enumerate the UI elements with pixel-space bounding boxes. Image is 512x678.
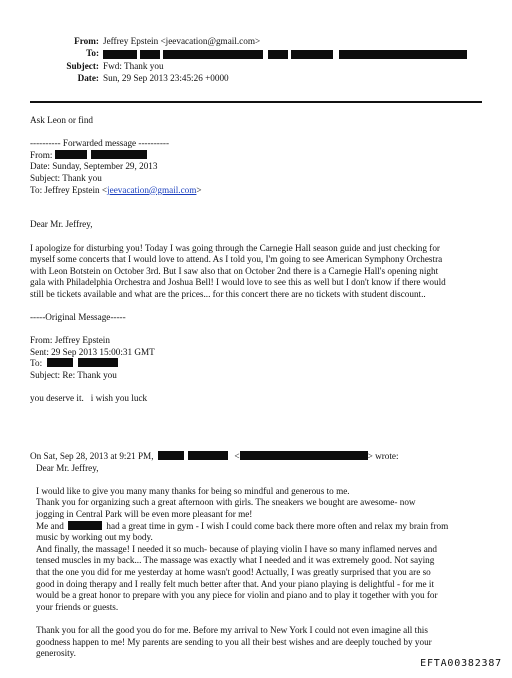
forwarded-separator: ---------- Forwarded message ---------- <box>30 138 170 149</box>
header-from-row <box>34 36 494 48</box>
quote-line: Thank you for all the good you do for me. Before my arrival to New York I could not even imagine all this <box>36 624 428 635</box>
redaction-block <box>78 358 118 367</box>
redaction-block <box>240 451 368 460</box>
letter-greeting: Dear Mr. Jeffrey, <box>30 219 93 230</box>
quote-line: I would like to give you many many thanks for being so mindful and generous to me. <box>36 485 350 496</box>
header-subject-value: Fwd: Thank you <box>103 60 164 71</box>
header-subject-row <box>34 60 494 72</box>
forwarded-to: To: Jeffrey Epstein <jeevacation@gmail.com> <box>30 184 202 195</box>
quote-line: that the one you did for me yesterday at home wasn't good! Actually, I was greatly surprised that you are so <box>36 566 431 577</box>
forwarded-date: Date: Sunday, September 29, 2013 <box>30 161 158 172</box>
redaction-block <box>158 451 184 460</box>
quote-greeting: Dear Mr. Jeffrey, <box>36 462 99 473</box>
redaction-block <box>163 50 263 59</box>
header-date-row <box>34 73 494 85</box>
redaction-block <box>103 50 137 59</box>
quote-line: tensed muscles in my back... The massage was exactly what I needed and it was extremely good. Not saying <box>36 555 435 566</box>
redaction-block <box>55 150 87 159</box>
header-subject-label: Subject: <box>66 60 99 71</box>
document-id: EFTA00382387 <box>420 658 502 670</box>
header-to-label: To: <box>86 48 99 59</box>
quote-line: goodness happen to me! My parents are sending to you all their best wishes and are deeply touched by your <box>36 636 432 647</box>
email-header <box>34 36 494 85</box>
quote-line: music by working out my body. <box>36 532 153 543</box>
header-to-row <box>34 48 494 60</box>
redaction-block <box>339 50 467 59</box>
original-to: To: <box>30 358 490 370</box>
redaction-block <box>291 50 333 59</box>
quote-line: And finally, the massage! I needed it so much- because of playing violin I have so many inflamed nerves and <box>36 543 437 554</box>
header-from-label: From: <box>74 36 99 47</box>
quote-line: jogging in Central Park will be even more pleasant for me! <box>36 508 253 519</box>
quoted-message <box>30 451 490 660</box>
letter-paragraph-line: with Leon Botstein on October 3rd. But I saw also that on October 2nd there is a Carnegie Hall's opening night <box>30 265 439 276</box>
redaction-block <box>68 521 102 530</box>
original-from: From: Jeffrey Epstein <box>30 335 110 346</box>
original-message-separator: -----Original Message----- <box>30 312 126 323</box>
original-subject: Subject: Re: Thank you <box>30 370 117 381</box>
redaction-block <box>140 50 160 59</box>
header-date-label: Date: <box>77 72 99 83</box>
opening-line: Ask Leon or find <box>30 115 94 125</box>
header-divider <box>30 101 482 103</box>
letter-paragraph-line: I apologize for disturbing you! Today I was going through the Carnegie Hall season guide and just checking for <box>30 242 440 253</box>
redaction-block <box>188 451 228 460</box>
quote-line: Me and had a great time in gym - I wish I could come back there more often and relax my brain from <box>36 520 449 531</box>
quote-line: generosity. <box>36 648 76 659</box>
quote-line: would be a great honor to prepare with you any piece for violin and piano and to play it together with you for <box>36 590 438 601</box>
reply-text: you deserve it. i wish you luck <box>30 393 148 404</box>
header-from-value: Jeffrey Epstein <jeevacation@gmail.com> <box>103 36 261 47</box>
quote-line: your friends or guests. <box>36 601 119 612</box>
quote-intro: On Sat, Sep 28, 2013 at 9:21 PM, < > wrote: <box>30 451 399 461</box>
letter-paragraph-line: still be tickets available and what are the prices... for this concert there are no tickets with student discount.. <box>30 288 426 299</box>
redaction-block <box>268 50 288 59</box>
original-sent: Sent: 29 Sep 2013 15:00:31 GMT <box>30 346 155 357</box>
quote-line: good in doing therapy and I really felt much better after that. And your piano playing is delightful - for me it <box>36 578 435 589</box>
forwarded-from: From: <box>30 150 490 162</box>
quote-line: Thank you for organizing such a great afternoon with girls. The sneakers we bought are awesome- now <box>36 497 416 508</box>
redaction-block <box>47 358 73 367</box>
letter-paragraph-line: myself some concerts that I would love to attend. As I told you, I'm going to see American Symphony Orchestra <box>30 254 443 265</box>
email-link[interactable]: jeevacation@gmail.com <box>107 184 197 195</box>
redaction-block <box>91 150 147 159</box>
letter-paragraph-line: gala with Philadelphia Orchestra and Joshua Bell! I would love to see this as well but I don't know if there would <box>30 277 446 288</box>
email-body <box>30 115 490 405</box>
forwarded-subject: Subject: Thank you <box>30 172 102 183</box>
quote-body <box>30 463 490 660</box>
header-date-value: Sun, 29 Sep 2013 23:45:26 +0000 <box>103 72 229 83</box>
